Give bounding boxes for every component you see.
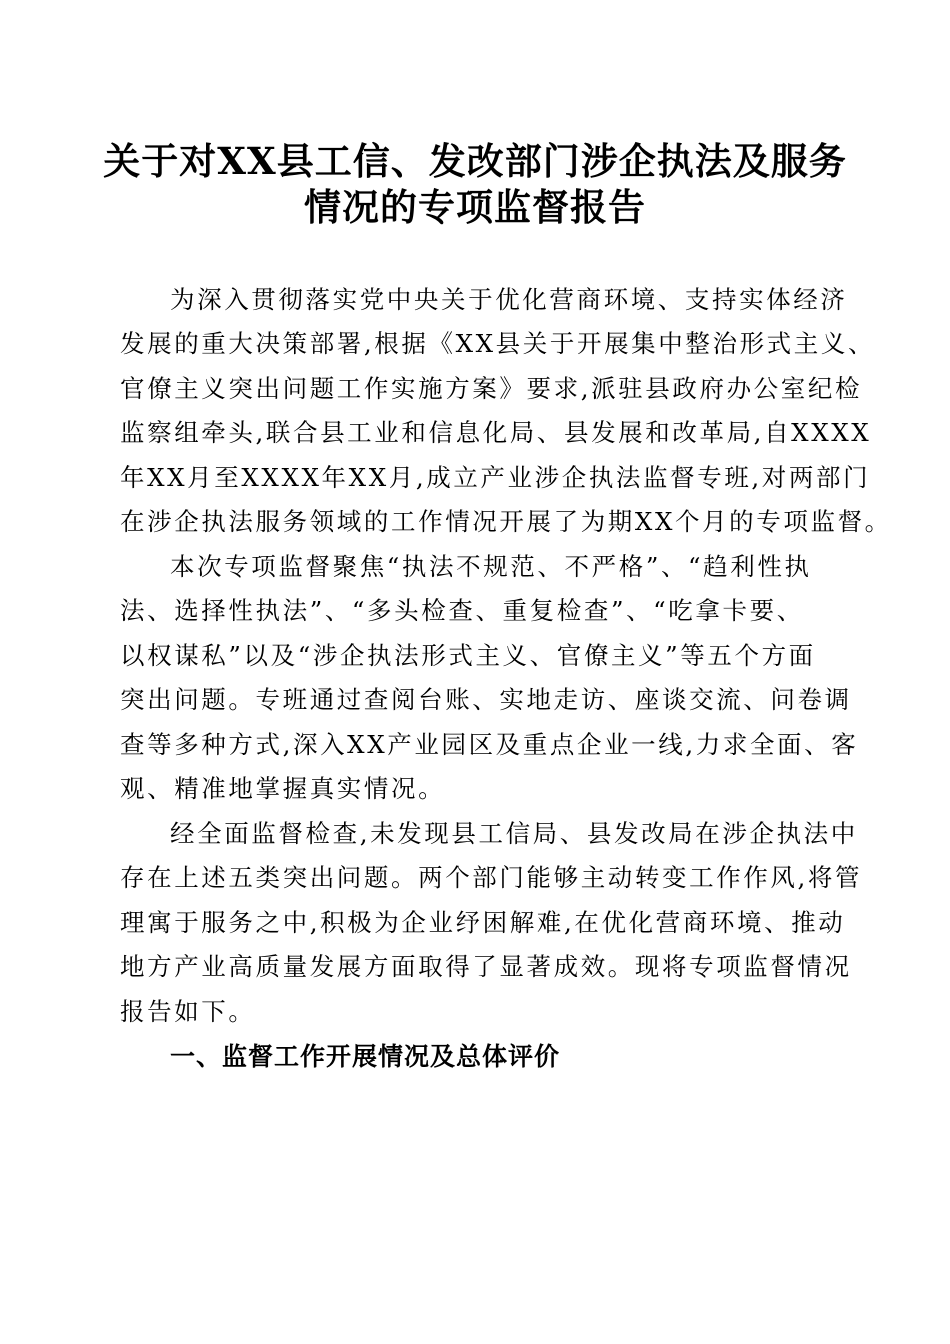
paragraph-3-line-3: 理寓于服务之中,积极为企业纾困解难,在优化营商环境、推动 [120,908,846,937]
paragraph-2-line-2: 法、选择性执法”、“多头检查、重复检查”、“吃拿卡要、 [120,596,804,625]
paragraph-1-line-3: 官僚主义突出问题工作实施方案》要求,派驻县政府办公室纪检 [120,374,863,403]
paragraph-3-line-5: 报告如下。 [120,997,256,1026]
section-heading: 一、监督工作开展情况及总体评价 [170,1042,561,1071]
paragraph-3-line-4: 地方产业高质量发展方面取得了显著成效。现将专项监督情况 [120,952,852,981]
paragraph-1-line-2: 发展的重大决策部署,根据《XX县关于开展集中整治形式主义、 [120,329,876,358]
paragraph-1-line-6: 在涉企执法服务领域的工作情况开展了为期XX个月的专项监督。 [120,507,892,536]
paragraph-2-line-6: 观、精准地掌握真实情况。 [120,774,446,803]
document-title-line-2: 情况的专项监督报告 [304,185,646,229]
paragraph-1-line-5: 年XX月至XXXX年XX月,成立产业涉企执法监督专班,对两部门 [120,463,871,492]
paragraph-1-line-1: 为深入贯彻落实党中央关于优化营商环境、支持实体经济 [170,285,848,314]
paragraph-3-line-1: 经全面监督检查,未发现县工信局、县发改局在涉企执法中 [170,819,858,848]
paragraph-1-line-4: 监察组牵头,联合县工业和信息化局、县发展和改革局,自XXXX [120,418,872,447]
document-title-line-1: 关于对XX县工信、发改部门涉企执法及服务 [103,139,847,183]
paragraph-2-line-4: 突出问题。专班通过查阅台账、实地走访、座谈交流、问卷调 [120,685,852,714]
paragraph-2-line-5: 查等多种方式,深入XX产业园区及重点企业一线,力求全面、客 [120,730,859,759]
paragraph-3-line-2: 存在上述五类突出问题。两个部门能够主动转变工作作风,将管 [120,863,863,892]
paragraph-2-line-3: 以权谋私”以及“涉企执法形式主义、官僚主义”等五个方面 [120,641,816,670]
paragraph-2-line-1: 本次专项监督聚焦“执法不规范、不严格”、“趋利性执 [170,552,812,581]
